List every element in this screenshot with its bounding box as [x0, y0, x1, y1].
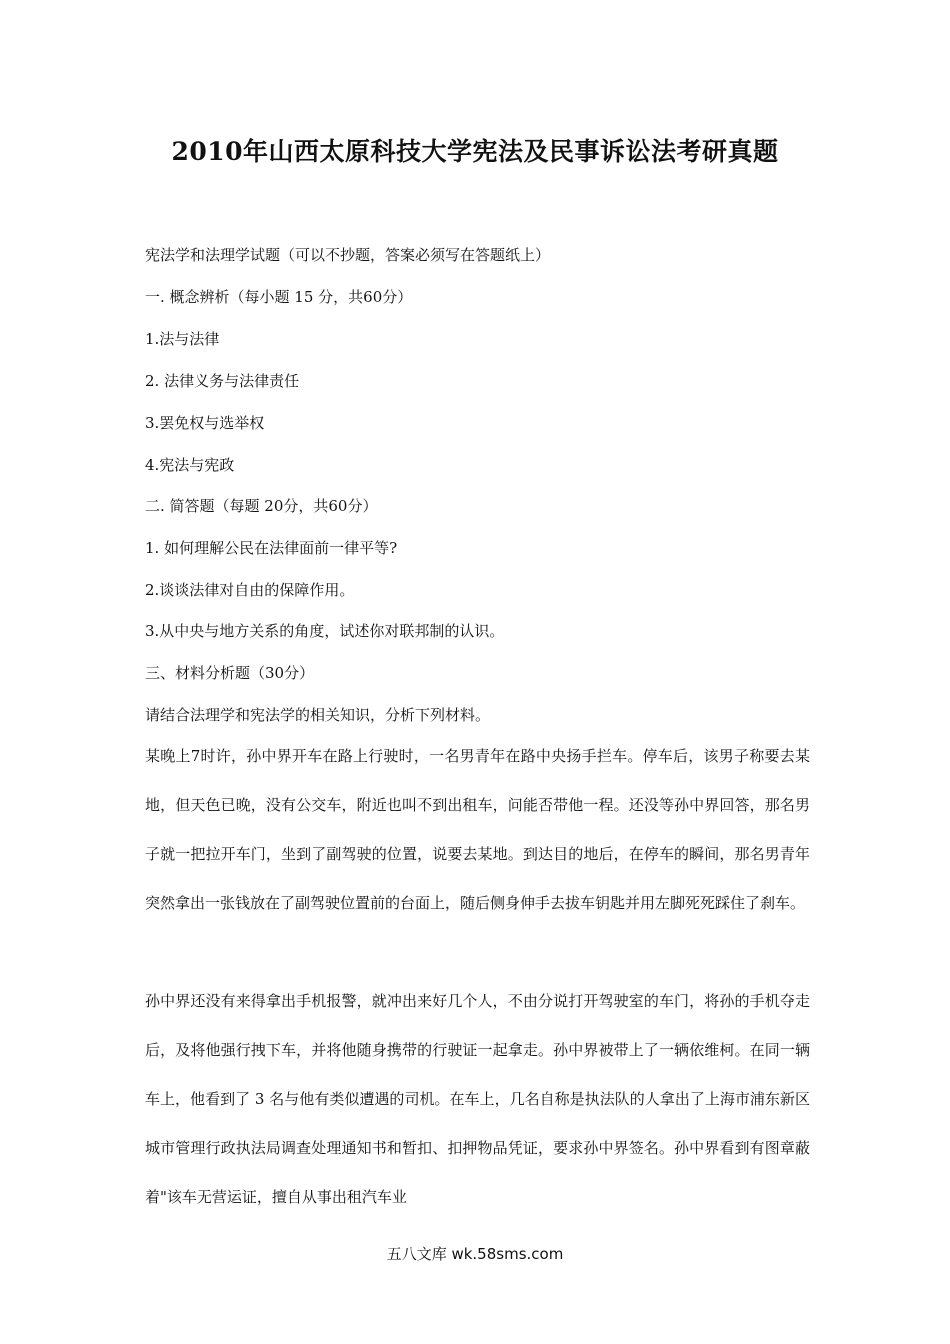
- section3-instruction: 请结合法理学和宪法学的相关知识，分析下列材料。: [145, 706, 491, 724]
- list-item: 2. 法律义务与法律责任: [145, 372, 300, 390]
- list-item: 2.谈谈法律对自由的保障作用。: [145, 581, 355, 599]
- list-item: 3.罢免权与选举权: [145, 414, 265, 432]
- list-item: 3.从中央与地方关系的角度，试述你对联邦制的认识。: [145, 622, 505, 640]
- exam-intro: 宪法学和法理学试题（可以不抄题，答案必须写在答题纸上）: [145, 246, 551, 264]
- section1-heading: 一. 概念辨析（每小题 15 分，共60分）: [145, 288, 413, 306]
- section2-heading: 二. 简答题（每题 20分，共60分）: [145, 497, 378, 515]
- case-paragraph-1: 某晚上7时许，孙中界开车在路上行驶时，一名男青年在路中央扬手拦车。停车后，该男子称要去某地，但天色已晚，没有公交车，附近也叫不到出租车，问能否带他一程。还没等孙中界回答，那名男子就一把拉开车门，坐到了副驾驶的位置，说要去某地。到达目的地后，在停车的瞬间，那名男青年突然拿出一张钱放在了副驾驶位置前的台面上，随后侧身伸手去拔车钥匙并用左脚死死踩住了刹车。: [145, 747, 810, 912]
- section3-heading: 三、材料分析题（30分）: [145, 664, 315, 682]
- footer-watermark: 五八文库 wk.58sms.com: [386, 1245, 564, 1263]
- case-paragraph-2: 孙中界还没有来得拿出手机报警，就冲出来好几个人，不由分说打开驾驶室的车门，将孙的手机夺走后，及将他强行拽下车，并将他随身携带的行驶证一起拿走。孙中界被带上了一辆依维柯。在同一辆车上，他看到了 3 名与他有类似遭遇的司机。在车上，几名自称是执法队的人拿出了上海市浦东新区城市管理行政执法局调查处理通知书和暂扣、扣押物品凭证，要求孙中界签名。孙中界看到有图章蔽着"该车无营运证，擅自从事出租汽车业: [145, 992, 810, 1206]
- list-item: 1.法与法律: [145, 330, 220, 348]
- list-item: 4.宪法与宪政: [145, 456, 235, 474]
- document-title: 2010年山西太原科技大学宪法及民事诉讼法考研真题: [171, 137, 779, 166]
- list-item: 1. 如何理解公民在法律面前一律平等?: [145, 539, 398, 557]
